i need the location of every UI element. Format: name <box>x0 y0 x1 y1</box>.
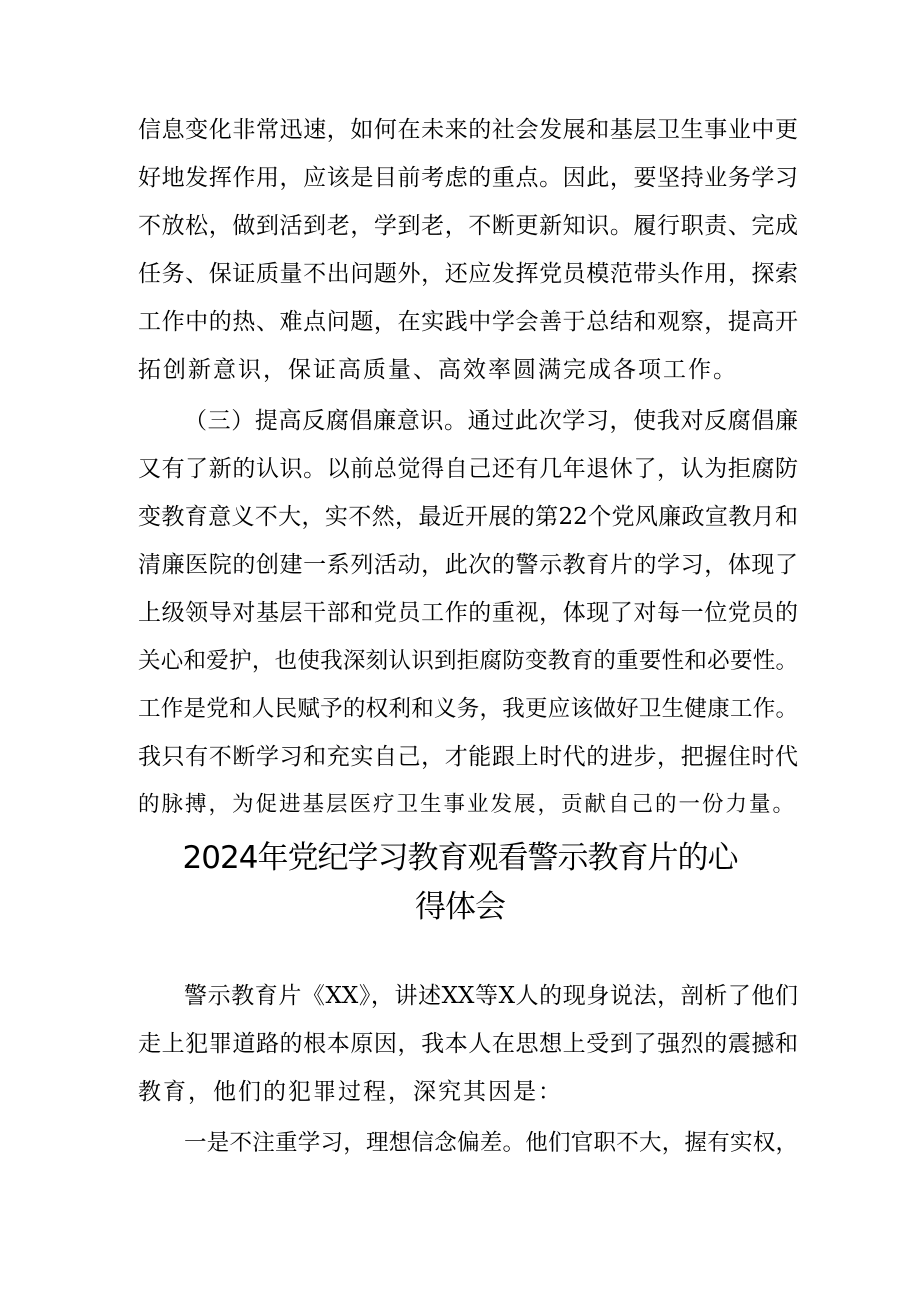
paragraph-2-line-4: 清廉医院的创建一系列活动，此次的警示教育片的学习，体现了 <box>138 552 798 578</box>
document-title-line-1: 2024年党纪学习教育观看警示教育片的心 <box>182 840 738 876</box>
paragraph-1-line-2: 好地发挥作用，应该是目前考虑的重点。因此，要坚持业务学习 <box>138 165 798 191</box>
paragraph-3-line-3: 教育，他们的犯罪过程，深究其因是： <box>138 1079 563 1105</box>
paragraph-1-line-3: 不放松，做到活到老，学到老，不断更新知识。履行职责、完成 <box>138 213 798 239</box>
paragraph-1-line-5: 工作中的热、难点问题，在实践中学会善于总结和观察，提高开 <box>138 309 798 335</box>
paragraph-2-line-8: 我只有不断学习和充实自己，才能跟上时代的进步，把握住时代 <box>138 744 798 770</box>
paragraph-2-line-9: 的脉搏，为促进基层医疗卫生事业发展，贡献自己的一份力量。 <box>138 792 797 817</box>
paragraph-2-line-5: 上级领导对基层干部和党员工作的重视，体现了对每一位党员的 <box>138 600 798 626</box>
paragraph-1-line-1: 信息变化非常迅速，如何在未来的社会发展和基层卫生事业中更 <box>138 117 798 143</box>
paragraph-3-line-1: 警示教育片《XX》，讲述XX等X人的现身说法，剖析了他们 <box>184 983 798 1009</box>
paragraph-2-line-3: 变教育意义不大，实不然，最近开展的第22个党风廉政宣教月和 <box>138 504 798 530</box>
paragraph-1-line-6: 拓创新意识，保证高质量、高效率圆满完成各项工作。 <box>138 357 738 383</box>
paragraph-4-line-1: 一是不注重学习，理想信念偏差。他们官职不大，握有实权， <box>184 1130 798 1156</box>
paragraph-2-line-2: 又有了新的认识。以前总觉得自己还有几年退休了，认为拒腐防 <box>138 456 798 482</box>
paragraph-2-line-6: 关心和爱护，也使我深刻认识到拒腐防变教育的重要性和必要性。 <box>138 648 798 674</box>
paragraph-3-line-2: 走上犯罪道路的根本原因，我本人在思想上受到了强烈的震撼和 <box>138 1031 798 1057</box>
paragraph-2-line-1: （三）提高反腐倡廉意识。通过此次学习，使我对反腐倡廉 <box>184 408 798 434</box>
paragraph-1-line-4: 任务、保证质量不出问题外，还应发挥党员模范带头作用，探索 <box>138 261 798 287</box>
document-title-line-2: 得体会 <box>415 889 505 925</box>
paragraph-2-line-7: 工作是党和人民赋予的权利和义务，我更应该做好卫生健康工作。 <box>138 696 798 722</box>
